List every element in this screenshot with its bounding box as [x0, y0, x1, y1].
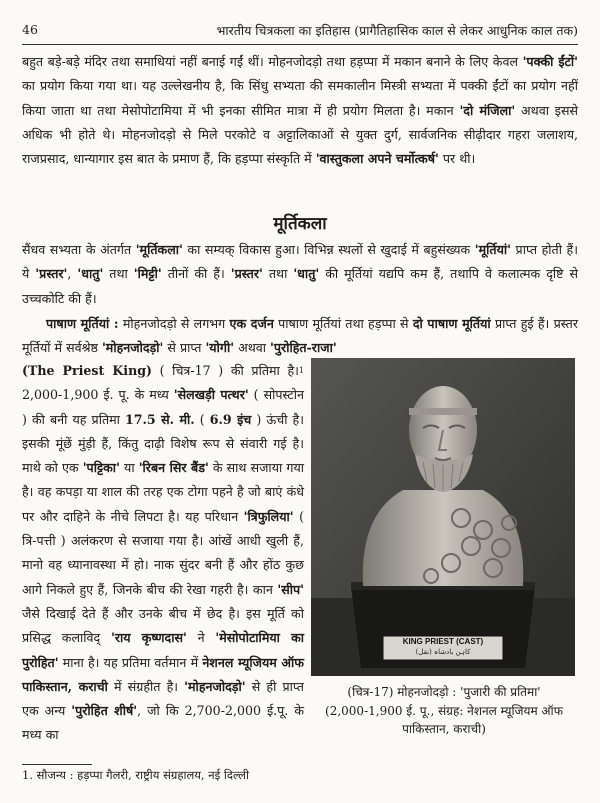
bold-text: 'प्रस्तर' [35, 266, 68, 282]
text: ने [186, 630, 216, 646]
bold-text: 'पुरोहित-राजा' [270, 340, 337, 356]
text: माना है। यह प्रतिमा वर्तमान में [58, 654, 203, 670]
text: प्राप्त हुई हैं। प्रस्तर मूर्तियों में सर्वश्रेष्ठ [22, 316, 578, 356]
text: ( चित्र-17 ) की प्रतिमा है। [152, 363, 299, 378]
bold-text: 'पट्टिका' [82, 460, 120, 476]
text: का सम्यक् विकास हुआ। विभिन्न स्थलों से खुदाई में बहुसंख्यक [182, 242, 475, 257]
text: मोहनजोदड़ो से लगभग [118, 316, 230, 331]
text: पाषाण मूर्तियां तथा हड़प्पा से [273, 316, 413, 331]
paragraph-architecture [22, 50, 578, 171]
text: पर थी। [438, 151, 476, 167]
text: से ही प्राप्त एक अन्य [22, 678, 304, 719]
bold-text: 'रिबन सिर बैंड' [138, 460, 209, 476]
bold-text: 'सेलखड़ी पत्थर' [173, 387, 249, 403]
plaque-label: KING PRIEST (CAST) [402, 637, 484, 646]
bold-text: 'मोहनजोदड़ो' [101, 340, 164, 356]
bold-text: 'मूर्तिकला' [135, 242, 183, 257]
bold-text: 'वास्तुकला अपने चर्मोत्कर्ष' [315, 151, 439, 167]
text: अथवा इससे अधिक भी होते थे। मोहनजोदड़ो से मिले परकोटे व अट्टालिकाओं से युक्त दुर्ग, सार्वजनिक सीढ़ीदार गहरा जलाशय, राजप्रसाद, धान्यागार इस बात के प्रमाण हैं, कि हड़प्पा संस्कृति में [22, 102, 579, 167]
bold-text: नेशनल म्यूजियम ऑफ पाकिस्तान, कराची [22, 654, 304, 694]
bold-text: 'मेसोपोटामिया का पुरोहित' [22, 630, 305, 670]
figure-caption [309, 683, 579, 739]
bold-text: एक दर्जन [229, 316, 274, 331]
footnote-marker: 1 [298, 366, 304, 375]
page-header [22, 22, 578, 42]
bold-text: 17.5 से. मी. [125, 411, 195, 427]
text: में संग्रहीत है। [107, 678, 185, 694]
text: प्राप्त होती हैं। ये [22, 242, 578, 282]
bold-text: 'प्रस्तर' [230, 266, 263, 282]
section-heading: मूर्तिकला [273, 214, 327, 234]
text: अथवा [234, 340, 271, 356]
text: ( [194, 411, 210, 427]
bold-text: 'सीप' [277, 581, 304, 597]
bold-text: 'राय कृष्णदास' [110, 630, 187, 646]
bold-text: 6.9 इंच [209, 411, 252, 427]
text: बहुत बड़े-बड़े मंदिर तथा समाधियां नहीं बनाई गईं थीं। मोहनजोदड़ो तथा हड़प्पा में मकान बनाने के लिए केवल [22, 54, 523, 69]
bold-text: 'मूर्तियां' [474, 242, 511, 257]
text: सैंधव सभ्यता के अंतर्गत [22, 242, 136, 257]
footnote-rule [22, 764, 92, 765]
bold-text: 'धातु' [77, 266, 104, 282]
bold-text: दो पाषाण मूर्तियां [412, 316, 491, 331]
text: , [67, 266, 78, 282]
bold-text: 'मिट्टी' [133, 266, 162, 282]
bold-text: 'योगी' [205, 340, 235, 356]
text: से प्राप्त [163, 340, 206, 356]
page-number: 46 [22, 22, 38, 37]
text: 2,000-1,900 ई. पू. के मध्य [22, 387, 174, 403]
paragraph-sculpture-intro [22, 238, 578, 311]
bold-text: 'पुरोहित शीर्ष' [71, 703, 138, 719]
text: की मूर्तियां यद्यपि कम हैं, तथापि वे कलात्मक दृष्टि से उच्चकोटि की हैं। [22, 266, 579, 306]
bold-text: 'पक्की ईंटों' [522, 54, 578, 69]
text: जैसे दिखाई देते हैं और उनके बीच में छेद है। इस मूर्ति को प्रसिद्ध कलाविद् [22, 605, 304, 646]
text: ( त्रि-पत्ती ) अलंकरण से सजाया गया है। आंखें आधी खुली हैं, मानो वह ध्यानावस्था में हो। नाक सुंदर बनी हैं और होंठ कुछ आगे निकले हुए हैं, जिनके बीच की रेखा गहरी है। कान [22, 508, 304, 597]
plaque-urdu-label: کاہن بادشاہ (نقل) [415, 648, 471, 656]
priest-king-sculpture-illustration [311, 358, 575, 676]
bold-text: 'मोहनजोदड़ो' [184, 678, 246, 694]
caption-line-2: (2,000-1,900 ई. पू., संग्रह: नेशनल म्यूजियम ऑफ पाकिस्तान, कराची) [325, 703, 563, 736]
bold-text: पाषाण मूर्तियां : [46, 316, 119, 331]
priest-king-photo [311, 358, 575, 676]
text: के साथ सजाया गया है। वह कपड़ा या शाल की तरह एक टोगा पहने है जो बाएं कंधे पर और दाहिने के नीचे लिपटा है। यह परिधान [22, 460, 305, 524]
text: तथा [103, 266, 134, 282]
paragraph-stone-sculptures [22, 312, 578, 361]
text: , जो कि 2,700-2,000 ई.पू. के मध्य का [22, 703, 304, 743]
header-rule [22, 44, 578, 45]
text: तीनों की हैं। [161, 266, 231, 282]
bold-text: (The Priest King) [22, 363, 152, 378]
text: ( सोपस्टोन ) की बनी यह प्रतिमा [22, 387, 304, 427]
running-title: भारतीय चित्रकला का इतिहास (प्रागैतिहासिक काल से लेकर आधुनिक काल तक) [216, 23, 578, 38]
text: ) ऊंची है। इसकी मूंछें मुंड़ी हैं, किंतु दाढ़ी विशेष रूप से संवारी गई है। माथे को एक [22, 411, 305, 476]
bold-text: 'धातु' [293, 266, 320, 282]
text: का प्रयोग किया गया था। यह उल्लेखनीय है, कि सिंधु सभ्यता की समकालीन मिस्त्री सभ्यता में पक्की ईंटों का प्रयोग नहीं किया जाता था तथा मेसोपोटामिया में भी इनका सीमित मात्रा में ही प्रयोग मिलता है। मकान [22, 78, 578, 118]
caption-line-1: (चित्र-17) मोहनजोदड़ो : 'पुजारी की प्रतिमा' [347, 685, 541, 699]
bold-text: 'दो मंजिला' [459, 102, 516, 118]
text: या [119, 460, 139, 476]
bold-text: 'त्रिफुलिया' [243, 508, 294, 524]
text: तथा [262, 266, 294, 282]
paragraph-priest-king [22, 359, 304, 748]
footnote: 1. सौजन्य : हड़प्पा गैलरी, राष्ट्रीय संग्रहालय, नई दिल्ली [22, 768, 249, 782]
